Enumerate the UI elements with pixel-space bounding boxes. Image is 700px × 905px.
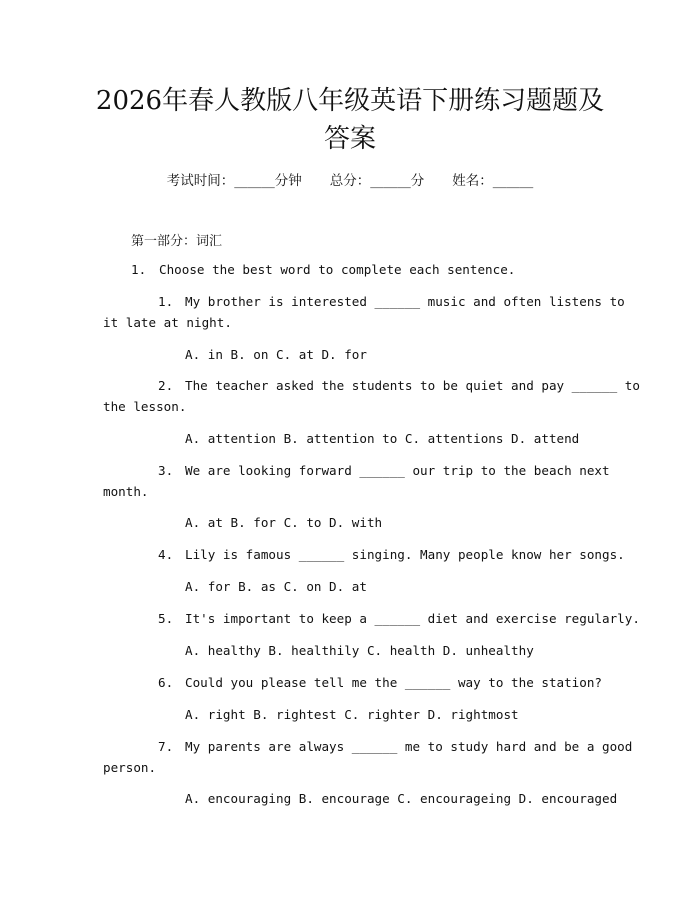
instruction-number: 1.	[131, 262, 147, 277]
question-3-options: A. at B. for C. to D. with	[185, 515, 383, 530]
question-text: It's important to keep a ______ diet and exercise regularly.	[185, 611, 640, 626]
title-line-1: 2026年春人教版八年级英语下册练习题题及	[95, 86, 605, 116]
question-2-options: A. attention B. attention to C. attentions D. attend	[185, 431, 580, 446]
question-7-continuation: person.	[103, 760, 157, 775]
question-text: Could you please tell me the ______ way to the station?	[185, 675, 603, 690]
question-1-continuation: it late at night.	[103, 315, 232, 330]
question-1-options: A. in B. on C. at D. for	[185, 347, 367, 362]
question-1	[158, 294, 625, 309]
document-title	[0, 82, 700, 158]
question-5	[158, 611, 640, 626]
question-text: My brother is interested ______ music and often listens to	[185, 294, 625, 309]
question-number: 4.	[158, 547, 174, 562]
question-6-options: A. right B. rightest C. righter D. rightmost	[185, 707, 519, 722]
exam-info-row	[0, 169, 700, 189]
question-text: We are looking forward ______ our trip to the beach next	[185, 463, 610, 478]
question-6	[158, 675, 602, 690]
question-3-continuation: month.	[103, 484, 149, 499]
total-score-label: 总分：______分	[329, 173, 425, 189]
section-heading: 第一部分：词汇	[131, 234, 223, 249]
question-number: 3.	[158, 463, 174, 478]
question-text: The teacher asked the students to be quiet and pay ______ to	[185, 378, 640, 393]
question-4-options: A. for B. as C. on D. at	[185, 579, 367, 594]
question-text: Lily is famous ______ singing. Many people know her songs.	[185, 547, 625, 562]
question-number: 1.	[158, 294, 174, 309]
exam-time-label: 考试时间：______分钟	[166, 173, 302, 189]
question-number: 6.	[158, 675, 174, 690]
student-name-label: 姓名：______	[452, 173, 534, 189]
question-3	[158, 463, 610, 478]
question-7	[158, 739, 632, 754]
question-number: 2.	[158, 378, 174, 393]
question-7-options: A. encouraging B. encourage C. encourageing D. encouraged	[185, 791, 618, 806]
question-4	[158, 547, 625, 562]
question-number: 7.	[158, 739, 174, 754]
instruction-text: Choose the best word to complete each sentence.	[159, 262, 516, 277]
question-2	[158, 378, 640, 393]
question-text: My parents are always ______ me to study hard and be a good	[185, 739, 633, 754]
instruction-line	[131, 262, 515, 277]
question-number: 5.	[158, 611, 174, 626]
question-2-continuation: the lesson.	[103, 399, 187, 414]
question-5-options: A. healthy B. healthily C. health D. unhealthy	[185, 643, 534, 658]
title-line-2: 答案	[323, 124, 376, 154]
